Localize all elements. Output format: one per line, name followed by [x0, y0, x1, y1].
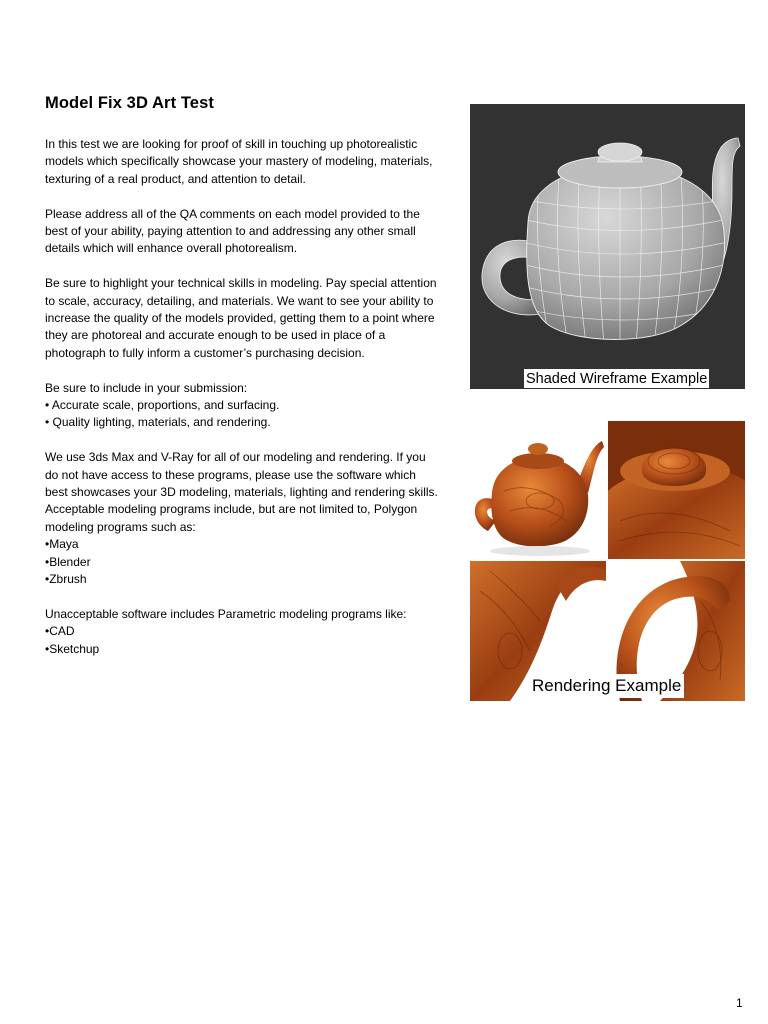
wireframe-teapot-drawing [470, 104, 745, 389]
submission-paragraph [45, 380, 465, 432]
text-line: best showcases your 3D modeling, materials, lighting and rendering skills. [45, 485, 438, 500]
list-item: •CAD [45, 624, 75, 639]
list-item: •Blender [45, 554, 91, 569]
text-line: increase the quality of the models provided, getting them to a point where [45, 311, 435, 326]
software-paragraph [45, 449, 465, 588]
list-item: • Accurate scale, proportions, and surfacing. [45, 398, 280, 413]
text-line: We use 3ds Max and V-Ray for all of our modeling and rendering. If you [45, 450, 426, 465]
skills-paragraph [45, 275, 465, 362]
text-line: texturing of a real product, and attention to detail. [45, 171, 306, 186]
text-line: photograph to fully inform a customer’s purchasing decision. [45, 345, 365, 360]
rendering-teapot-drawing [470, 421, 745, 701]
document-title: Model Fix 3D Art Test [45, 94, 214, 112]
unacceptable-paragraph [45, 606, 465, 658]
text-line: In this test we are looking for proof of skill in touching up photorealistic [45, 137, 418, 151]
body-text [45, 136, 465, 676]
text-line: models which specifically showcase your mastery of modeling, materials, [45, 154, 433, 169]
list-item: • Quality lighting, materials, and rendering. [45, 415, 271, 430]
rendering-caption: Rendering Example [529, 674, 684, 698]
text-line: to scale, accuracy, detailing, and materials. We want to see your ability to [45, 293, 434, 308]
text-line: Unacceptable software includes Parametric modeling programs like: [45, 606, 407, 621]
text-line: details which will enhance overall photorealism. [45, 241, 298, 256]
list-item: •Maya [45, 537, 79, 552]
list-item: •Sketchup [45, 641, 100, 656]
text-line: modeling programs such as: [45, 519, 196, 534]
qa-paragraph [45, 206, 465, 258]
text-line: best of your ability, paying attention to and addressing any other small [45, 224, 416, 239]
page-number: 1 [736, 996, 743, 1010]
intro-paragraph [45, 136, 465, 188]
text-line: Please address all of the QA comments on each model provided to the [45, 206, 420, 221]
text-line: Acceptable modeling programs include, but are not limited to, Polygon [45, 502, 418, 517]
text-line: they are photoreal and accurate enough to be used in place of a [45, 328, 386, 343]
wireframe-teapot-image [470, 104, 745, 389]
wireframe-caption: Shaded Wireframe Example [526, 371, 708, 387]
text-line: Be sure to highlight your technical skills in modeling. Pay special attention [45, 276, 437, 291]
text-line: Be sure to include in your submission: [45, 380, 248, 395]
list-item: •Zbrush [45, 572, 87, 587]
rendering-collage-image [470, 421, 745, 701]
text-line: do not have access to these programs, please use the software which [45, 467, 416, 482]
